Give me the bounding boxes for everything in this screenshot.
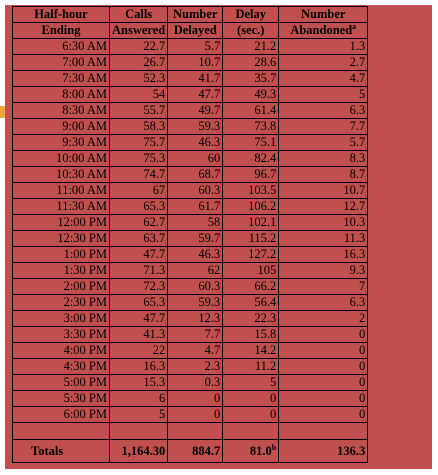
- number-delayed-cell[interactable]: 0: [168, 407, 223, 423]
- number-abandoned-cell[interactable]: 6.3: [279, 295, 368, 311]
- half-hour-cell[interactable]: 9:30 AM: [13, 135, 110, 151]
- calls-answered-cell[interactable]: 63.7: [110, 231, 168, 247]
- table-row: [13, 71, 368, 87]
- delay-cell[interactable]: 66.2: [223, 279, 279, 295]
- half-hour-cell[interactable]: 12:30 PM: [13, 231, 110, 247]
- delay-cell[interactable]: 49.3: [223, 87, 279, 103]
- calls-answered-cell[interactable]: 75.7: [110, 135, 168, 151]
- header-cell[interactable]: Ending: [13, 23, 110, 39]
- calls-answered-cell[interactable]: 47.7: [110, 247, 168, 263]
- calls-answered-cell[interactable]: 72.3: [110, 279, 168, 295]
- calls-answered-cell[interactable]: 67: [110, 183, 168, 199]
- number-abandoned-cell[interactable]: 9.3: [279, 263, 368, 279]
- calls-answered-cell[interactable]: 22: [110, 343, 168, 359]
- delay-cell[interactable]: 11.2: [223, 359, 279, 375]
- number-delayed-cell[interactable]: 41.7: [168, 71, 223, 87]
- table-row: [13, 183, 368, 199]
- delay-cell[interactable]: 15.8: [223, 327, 279, 343]
- half-hour-cell[interactable]: 3:00 PM: [13, 311, 110, 327]
- calls-answered-cell[interactable]: 62.7: [110, 215, 168, 231]
- number-delayed-cell[interactable]: 46.3: [168, 135, 223, 151]
- table-row: [13, 391, 368, 407]
- table-row: [13, 135, 368, 151]
- calls-answered-cell[interactable]: 54: [110, 87, 168, 103]
- total-delay[interactable]: [223, 440, 279, 463]
- total-calls-answered[interactable]: 1,164.30: [110, 440, 168, 463]
- footnote-marker: b: [271, 442, 277, 452]
- empty-cell[interactable]: [110, 423, 168, 440]
- number-delayed-cell[interactable]: 12.3: [168, 311, 223, 327]
- calls-answered-cell[interactable]: 55.7: [110, 103, 168, 119]
- empty-cell[interactable]: [168, 423, 223, 440]
- number-delayed-cell[interactable]: 2.3: [168, 359, 223, 375]
- number-delayed-cell[interactable]: 49.7: [168, 103, 223, 119]
- delay-cell[interactable]: 21.2: [223, 39, 279, 55]
- half-hour-cell[interactable]: 9:00 AM: [13, 119, 110, 135]
- number-abandoned-cell[interactable]: 7.7: [279, 119, 368, 135]
- number-delayed-cell[interactable]: 59.3: [168, 119, 223, 135]
- number-abandoned-cell[interactable]: 10.7: [279, 183, 368, 199]
- calls-answered-cell[interactable]: 71.3: [110, 263, 168, 279]
- calls-answered-cell[interactable]: 58.3: [110, 119, 168, 135]
- number-delayed-cell[interactable]: 5.7: [168, 39, 223, 55]
- half-hour-cell[interactable]: 10:00 AM: [13, 151, 110, 167]
- number-delayed-cell[interactable]: 62: [168, 263, 223, 279]
- delay-cell[interactable]: 0: [223, 407, 279, 423]
- totals-label[interactable]: Totals: [13, 440, 110, 463]
- number-delayed-cell[interactable]: 0: [168, 391, 223, 407]
- half-hour-cell[interactable]: 11:30 AM: [13, 199, 110, 215]
- number-abandoned-cell[interactable]: 8.3: [279, 151, 368, 167]
- half-hour-cell[interactable]: 12:00 PM: [13, 215, 110, 231]
- delay-cell[interactable]: 61.4: [223, 103, 279, 119]
- half-hour-cell[interactable]: 4:30 PM: [13, 359, 110, 375]
- number-abandoned-cell[interactable]: 2.7: [279, 55, 368, 71]
- delay-cell[interactable]: 105: [223, 263, 279, 279]
- calls-answered-cell[interactable]: 65.3: [110, 295, 168, 311]
- table-row: [13, 295, 368, 311]
- number-delayed-cell[interactable]: 0.3: [168, 375, 223, 391]
- half-hour-cell[interactable]: 7:00 AM: [13, 55, 110, 71]
- delay-cell[interactable]: 82.4: [223, 151, 279, 167]
- selected-row-marker[interactable]: [0, 106, 5, 118]
- number-abandoned-cell[interactable]: 12.7: [279, 199, 368, 215]
- number-delayed-cell[interactable]: 60.3: [168, 279, 223, 295]
- calls-answered-cell[interactable]: 5: [110, 407, 168, 423]
- calls-answered-cell[interactable]: 16.3: [110, 359, 168, 375]
- delay-cell[interactable]: 127.2: [223, 247, 279, 263]
- half-hour-cell[interactable]: 8:30 AM: [13, 103, 110, 119]
- calls-answered-cell[interactable]: 6: [110, 391, 168, 407]
- delay-cell[interactable]: 56.4: [223, 295, 279, 311]
- table-row: [13, 119, 368, 135]
- number-delayed-cell[interactable]: 60.3: [168, 183, 223, 199]
- half-hour-cell[interactable]: 10:30 AM: [13, 167, 110, 183]
- number-delayed-cell[interactable]: 59.3: [168, 295, 223, 311]
- total-number-abandoned[interactable]: 136.3: [279, 440, 368, 463]
- calls-answered-cell[interactable]: 47.7: [110, 311, 168, 327]
- number-abandoned-cell[interactable]: 2: [279, 311, 368, 327]
- delay-cell[interactable]: 5: [223, 375, 279, 391]
- half-hour-cell[interactable]: 11:00 AM: [13, 183, 110, 199]
- totals-row: [13, 440, 368, 463]
- delay-cell[interactable]: 22.3: [223, 311, 279, 327]
- table-row: [13, 167, 368, 183]
- calls-answered-cell[interactable]: 75.3: [110, 151, 168, 167]
- half-hour-cell[interactable]: 7:30 AM: [13, 71, 110, 87]
- delay-cell[interactable]: 75.1: [223, 135, 279, 151]
- table-row: [13, 103, 368, 119]
- number-abandoned-cell[interactable]: 0: [279, 407, 368, 423]
- number-abandoned-cell[interactable]: 0: [279, 391, 368, 407]
- number-delayed-cell[interactable]: 58: [168, 215, 223, 231]
- blank-row: [13, 423, 368, 440]
- empty-cell[interactable]: [13, 423, 110, 440]
- header-row-1: [13, 7, 368, 23]
- number-delayed-cell[interactable]: 61.7: [168, 199, 223, 215]
- header-cell[interactable]: Half-hour: [13, 7, 110, 23]
- delay-cell[interactable]: 0: [223, 391, 279, 407]
- number-abandoned-cell[interactable]: 1.3: [279, 39, 368, 55]
- table-row: [13, 327, 368, 343]
- table-row: [13, 279, 368, 295]
- number-abandoned-cell[interactable]: 0: [279, 327, 368, 343]
- number-delayed-cell[interactable]: 46.3: [168, 247, 223, 263]
- number-delayed-cell[interactable]: 4.7: [168, 343, 223, 359]
- table-row: [13, 407, 368, 423]
- header-row-2: [13, 23, 368, 39]
- number-delayed-cell[interactable]: 68.7: [168, 167, 223, 183]
- half-hour-cell[interactable]: 1:00 PM: [13, 247, 110, 263]
- delay-cell[interactable]: 115.2: [223, 231, 279, 247]
- table-row: [13, 87, 368, 103]
- half-hour-cell[interactable]: 5:00 PM: [13, 375, 110, 391]
- table-row: [13, 39, 368, 55]
- calls-answered-cell[interactable]: 65.3: [110, 199, 168, 215]
- header-cell[interactable]: Delay: [223, 7, 279, 23]
- number-delayed-cell[interactable]: 59.7: [168, 231, 223, 247]
- half-hour-cell[interactable]: 6:00 PM: [13, 407, 110, 423]
- calls-answered-cell[interactable]: 26.7: [110, 55, 168, 71]
- number-abandoned-cell[interactable]: 16.3: [279, 247, 368, 263]
- half-hour-cell[interactable]: 3:30 PM: [13, 327, 110, 343]
- call-center-table: [12, 6, 368, 463]
- delay-cell[interactable]: 35.7: [223, 71, 279, 87]
- calls-answered-cell[interactable]: 41.3: [110, 327, 168, 343]
- calls-answered-cell[interactable]: 15.3: [110, 375, 168, 391]
- table-row: [13, 343, 368, 359]
- empty-cell[interactable]: [223, 423, 279, 440]
- half-hour-cell[interactable]: 6:30 AM: [13, 39, 110, 55]
- total-number-delayed[interactable]: 884.7: [168, 440, 223, 463]
- half-hour-cell[interactable]: 4:00 PM: [13, 343, 110, 359]
- top-border: [0, 0, 438, 5]
- header-cell[interactable]: Calls: [110, 7, 168, 23]
- number-abandoned-cell[interactable]: 5.7: [279, 135, 368, 151]
- header-cell[interactable]: Answered: [110, 23, 168, 39]
- delay-cell[interactable]: 102.1: [223, 215, 279, 231]
- footnote-marker: a: [352, 22, 357, 31]
- empty-cell[interactable]: [279, 423, 368, 440]
- number-abandoned-cell[interactable]: 7: [279, 279, 368, 295]
- header-cell[interactable]: [279, 23, 368, 39]
- number-abandoned-cell[interactable]: 5: [279, 87, 368, 103]
- table-row: [13, 375, 368, 391]
- number-delayed-cell[interactable]: 47.7: [168, 87, 223, 103]
- half-hour-cell[interactable]: 2:00 PM: [13, 279, 110, 295]
- number-abandoned-cell[interactable]: 0: [279, 375, 368, 391]
- delay-cell[interactable]: 73.8: [223, 119, 279, 135]
- delay-cell[interactable]: 103.5: [223, 183, 279, 199]
- bottom-border: [0, 469, 438, 475]
- number-abandoned-cell[interactable]: 0: [279, 343, 368, 359]
- right-edge: [432, 5, 438, 475]
- calls-answered-cell[interactable]: 52.3: [110, 71, 168, 87]
- table-row: [13, 263, 368, 279]
- header-cell[interactable]: Delayed: [168, 23, 223, 39]
- table-row: [13, 55, 368, 71]
- number-abandoned-cell[interactable]: 8.7: [279, 167, 368, 183]
- number-abandoned-cell[interactable]: 11.3: [279, 231, 368, 247]
- table-row: [13, 231, 368, 247]
- table-row: [13, 199, 368, 215]
- table-row: [13, 215, 368, 231]
- header-text: Abandoned: [290, 23, 353, 37]
- number-abandoned-cell[interactable]: 0: [279, 359, 368, 375]
- half-hour-cell[interactable]: 1:30 PM: [13, 263, 110, 279]
- table-row: [13, 359, 368, 375]
- delay-cell[interactable]: 28.6: [223, 55, 279, 71]
- delay-cell[interactable]: 14.2: [223, 343, 279, 359]
- number-delayed-cell[interactable]: 10.7: [168, 55, 223, 71]
- number-delayed-cell[interactable]: 60: [168, 151, 223, 167]
- number-abandoned-cell[interactable]: 6.3: [279, 103, 368, 119]
- table-row: [13, 311, 368, 327]
- number-abandoned-cell[interactable]: 4.7: [279, 71, 368, 87]
- calls-answered-cell[interactable]: 22.7: [110, 39, 168, 55]
- row-header-strip: [0, 5, 5, 475]
- header-cell[interactable]: Number: [168, 7, 223, 23]
- delay-cell[interactable]: 96.7: [223, 167, 279, 183]
- half-hour-cell[interactable]: 8:00 AM: [13, 87, 110, 103]
- half-hour-cell[interactable]: 2:30 PM: [13, 295, 110, 311]
- header-cell[interactable]: Number: [279, 7, 368, 23]
- number-delayed-cell[interactable]: 7.7: [168, 327, 223, 343]
- delay-cell[interactable]: 106.2: [223, 199, 279, 215]
- header-cell[interactable]: (sec.): [223, 23, 279, 39]
- total-delay-value: 81.0: [249, 444, 272, 458]
- calls-answered-cell[interactable]: 74.7: [110, 167, 168, 183]
- half-hour-cell[interactable]: 5:30 PM: [13, 391, 110, 407]
- number-abandoned-cell[interactable]: 10.3: [279, 215, 368, 231]
- table-row: [13, 151, 368, 167]
- table-row: [13, 247, 368, 263]
